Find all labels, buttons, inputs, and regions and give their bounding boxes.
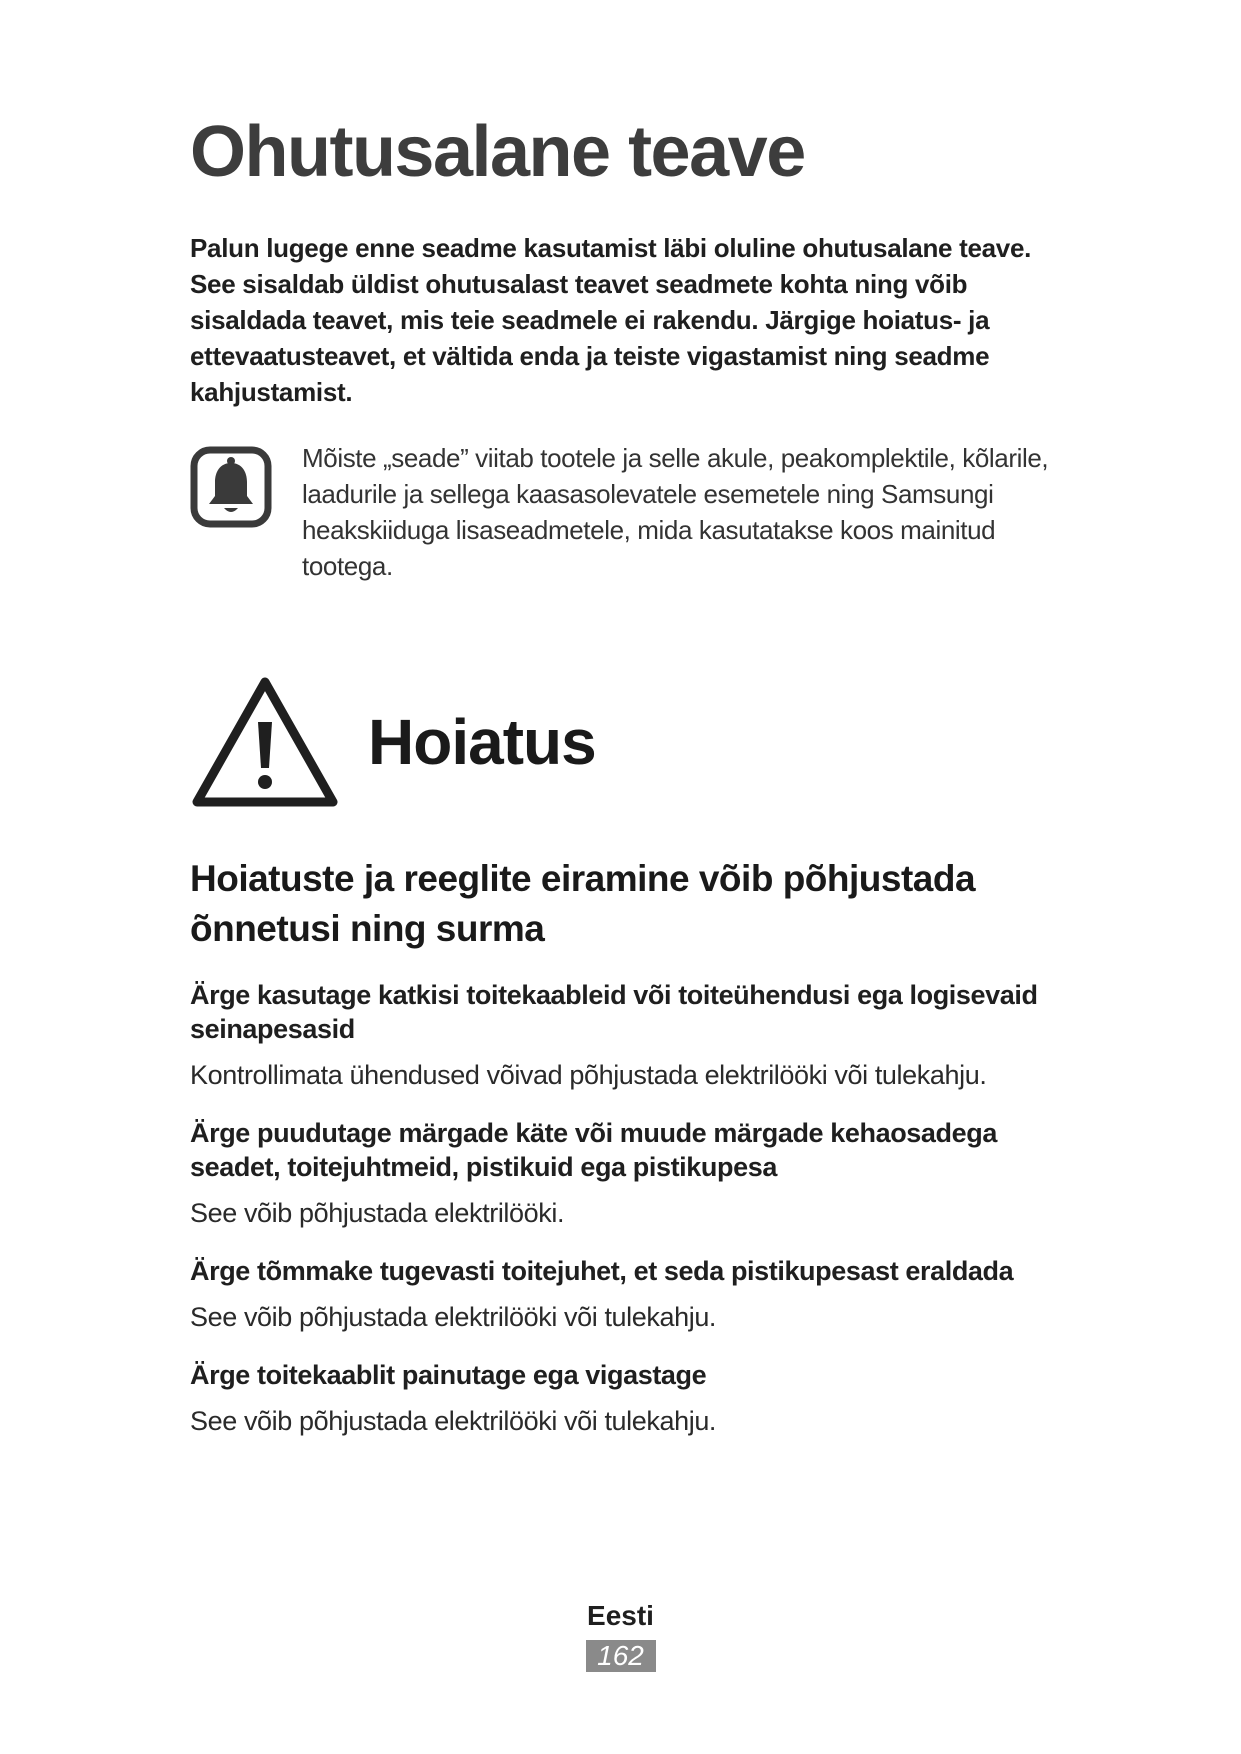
warning-item-heading: Ärge tõmmake tugevasti toitejuhet, et seda pistikupesast eraldada: [190, 1256, 1014, 1286]
warning-item-heading: Ärge puudutage märgade käte või muude märgade kehaosadega seadet, toitejuhtmeid, pistikuid ega pistikupesa: [190, 1118, 997, 1182]
warning-subheading: Hoiatuste ja reeglite eiramine võib põhjustada õnnetusi ning surma: [190, 858, 976, 949]
warning-items: [190, 978, 1070, 1438]
warning-header: [190, 674, 1070, 810]
intro-paragraph: Palun lugege enne seadme kasutamist läbi oluline ohutusalane teave. See sisaldab üldist ohutusalast teavet seadmete kohta ning võib sisaldada teavet, mis teie seadmele ei rakendu. Järgige hoiatus- ja ettevaatusteavet, et vältida enda ja teiste vigastamist ning seadme kahjustamist.: [190, 233, 1032, 407]
warning-item-body: See võib põhjustada elektrilööki või tulekahju.: [190, 1406, 717, 1436]
warning-item-heading: Ärge kasutage katkisi toitekaableid või toiteühendusi ega logisevaid seinapesasid: [190, 980, 1038, 1044]
warning-item-body: Kontrollimata ühendused võivad põhjustada elektrilööki või tulekahju.: [190, 1060, 987, 1090]
warning-title: Hoiatus: [368, 706, 596, 778]
warning-item-heading: Ärge toitekaablit painutage ega vigastage: [190, 1360, 707, 1390]
page-content: [190, 108, 1070, 1462]
warning-item: [190, 1116, 1070, 1230]
page-number: 162: [586, 1640, 656, 1672]
warning-item-body: See võib põhjustada elektrilööki või tulekahju.: [190, 1302, 717, 1332]
warning-item-body: See võib põhjustada elektrilööki.: [190, 1198, 565, 1228]
warning-item: [190, 1254, 1070, 1334]
page-footer: [0, 1598, 1241, 1672]
note-text: Mõiste „seade” viitab tootele ja selle akule, peakomplektile, kõlarile, laadurile ja sellega kaasasolevatele esemetele ning Samsungi heakskiiduga lisaseadmetele, mida kasutatakse koos mainitud tootega.: [302, 443, 1049, 581]
note-block: [190, 440, 1070, 584]
page-title: Ohutusalane teave: [190, 112, 805, 192]
warning-item: [190, 1358, 1070, 1438]
warning-item: [190, 978, 1070, 1092]
warning-triangle-icon: [190, 674, 340, 810]
footer-language: Eesti: [587, 1600, 654, 1631]
bell-icon: [190, 446, 272, 528]
